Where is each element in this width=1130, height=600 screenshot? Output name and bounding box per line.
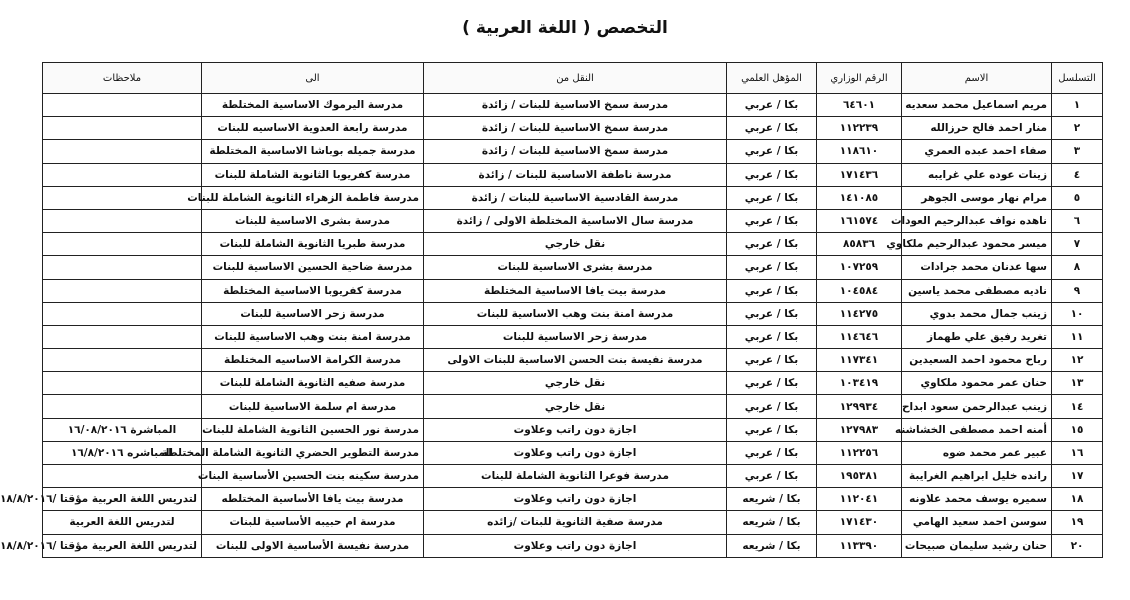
cell-name: منار احمد فالح حرزالله: [902, 117, 1052, 140]
cell-ministry-no: ١١٨٦١٠: [817, 140, 902, 163]
cell-ministry-no: ١٤١٠٨٥: [817, 186, 902, 209]
cell-qualification: بكا / عربي: [727, 418, 817, 441]
cell-ministry-no: ١١٤٢٧٥: [817, 302, 902, 325]
cell-notes: لتدريس اللغة العربية: [43, 511, 202, 534]
header-qualification: المؤهل العلمي: [727, 63, 817, 94]
cell-transfer-to: مدرسة زحر الاساسية للبنات: [202, 302, 424, 325]
cell-name: عبير عمر محمد ضوه: [902, 441, 1052, 464]
cell-notes: [43, 302, 202, 325]
cell-ministry-no: ١١٤٦٤٦: [817, 325, 902, 348]
cell-transfer-from: نقل خارجي: [424, 395, 727, 418]
cell-qualification: بكا / عربي: [727, 279, 817, 302]
cell-serial: ٣: [1052, 140, 1103, 163]
cell-qualification: بكا / عربي: [727, 117, 817, 140]
cell-transfer-from: مدرسة القادسية الاساسية للبنات / زائدة: [424, 186, 727, 209]
cell-transfer-from: مدرسة زحر الاساسية للبنات: [424, 325, 727, 348]
cell-ministry-no: ١٠٤٥٨٤: [817, 279, 902, 302]
table-row: [43, 256, 1103, 279]
cell-notes: لتدريس اللغة العربية مؤقتا /١٨/٨/٢٠١٦: [43, 488, 202, 511]
header-transfer-from: النقل من: [424, 63, 727, 94]
cell-notes: المباشرة ١٦/٠٨/٢٠١٦: [43, 418, 202, 441]
cell-ministry-no: ١١٧٣٤١: [817, 349, 902, 372]
cell-transfer-from: مدرسة سمخ الاساسية للبنات / زائدة: [424, 94, 727, 117]
cell-serial: ٤: [1052, 163, 1103, 186]
cell-transfer-from: مدرسة صفية الثانوية للبنات /زائده: [424, 511, 727, 534]
table-header-row: [43, 63, 1103, 94]
cell-name: حنان رشيد سليمان صبيحات: [902, 534, 1052, 557]
cell-transfer-from: مدرسة نفيسة بنت الحسن الاساسية للبنات الاولى: [424, 349, 727, 372]
cell-name: ناديه مصطفى محمد ياسين: [902, 279, 1052, 302]
header-ministry-no: الرقم الوزاري: [817, 63, 902, 94]
cell-transfer-from: اجازة دون راتب وعلاوت: [424, 488, 727, 511]
cell-transfer-to: مدرسة ضاحية الحسين الاساسية للبنات: [202, 256, 424, 279]
cell-serial: ١٧: [1052, 465, 1103, 488]
cell-qualification: بكا / عربي: [727, 233, 817, 256]
table-row: [43, 233, 1103, 256]
cell-qualification: بكا / عربي: [727, 465, 817, 488]
cell-name: ناهده نواف عبدالرحيم العودات: [902, 209, 1052, 232]
cell-qualification: بكا / عربي: [727, 163, 817, 186]
cell-transfer-from: مدرسة بيت يافا الاساسية المختلطة: [424, 279, 727, 302]
cell-transfer-to: مدرسة نور الحسين الثانوية الشاملة للبنات: [202, 418, 424, 441]
cell-transfer-to: مدرسة اليرموك الاساسية المختلطة: [202, 94, 424, 117]
cell-name: سميره يوسف محمد علاونه: [902, 488, 1052, 511]
cell-transfer-from: نقل خارجي: [424, 233, 727, 256]
cell-ministry-no: ١٧١٤٣٦: [817, 163, 902, 186]
header-name: الاسم: [902, 63, 1052, 94]
cell-serial: ١٤: [1052, 395, 1103, 418]
cell-transfer-to: مدرسة كفريوبا الثانوية الشاملة للبنات: [202, 163, 424, 186]
cell-transfer-to: مدرسة بشرى الاساسية للبنات: [202, 209, 424, 232]
cell-transfer-to: مدرسة نفيسة الأساسية الاولى للبنات: [202, 534, 424, 557]
table-row: [43, 395, 1103, 418]
cell-ministry-no: ١٠٧٢٥٩: [817, 256, 902, 279]
cell-qualification: بكا / عربي: [727, 349, 817, 372]
cell-name: حنان عمر محمود ملكاوي: [902, 372, 1052, 395]
cell-qualification: بكا / عربي: [727, 94, 817, 117]
cell-transfer-to: مدرسة الكرامة الاساسيه المختلطة: [202, 349, 424, 372]
cell-qualification: بكا / شريعه: [727, 511, 817, 534]
cell-transfer-to: مدرسة التطوير الحضري الثانوية الشاملة المختلطة: [202, 441, 424, 464]
cell-name: زينب عبدالرحمن سعود ابداح: [902, 395, 1052, 418]
cell-notes: [43, 279, 202, 302]
table-row: [43, 302, 1103, 325]
cell-notes: [43, 233, 202, 256]
cell-ministry-no: ١٩٥٣٨١: [817, 465, 902, 488]
table-row: [43, 534, 1103, 557]
cell-notes: لتدريس اللغة العربية مؤقتا /١٨/٨/٢٠١٦: [43, 534, 202, 557]
cell-ministry-no: ١١٢٠٤١: [817, 488, 902, 511]
cell-ministry-no: ١٧١٤٣٠: [817, 511, 902, 534]
cell-ministry-no: ١١٢٢٥٦: [817, 441, 902, 464]
cell-ministry-no: ١٢٧٩٨٣: [817, 418, 902, 441]
cell-serial: ١٣: [1052, 372, 1103, 395]
table-row: [43, 349, 1103, 372]
cell-name: أمنه احمد مصطفى الخشاشنه: [902, 418, 1052, 441]
cell-transfer-to: مدرسة ام حبيبه الأساسية للبنات: [202, 511, 424, 534]
cell-notes: [43, 465, 202, 488]
cell-notes: [43, 256, 202, 279]
cell-transfer-to: مدرسة ام سلمة الاساسية للبنات: [202, 395, 424, 418]
cell-ministry-no: ١١٣٣٩٠: [817, 534, 902, 557]
cell-transfer-from: مدرسة سمخ الاساسية للبنات / زائدة: [424, 117, 727, 140]
table-row: [43, 186, 1103, 209]
cell-notes: [43, 325, 202, 348]
table-row: [43, 511, 1103, 534]
cell-qualification: بكا / عربي: [727, 302, 817, 325]
cell-notes: [43, 186, 202, 209]
cell-serial: ٦: [1052, 209, 1103, 232]
cell-ministry-no: ٨٥٨٣٦: [817, 233, 902, 256]
cell-ministry-no: ١٢٩٩٣٤: [817, 395, 902, 418]
header-notes: ملاحظات: [43, 63, 202, 94]
cell-ministry-no: ١٠٣٤١٩: [817, 372, 902, 395]
cell-name: زينات عوده علي غرايبه: [902, 163, 1052, 186]
cell-transfer-to: مدرسة رابعة العدوية الاساسيه للبنات: [202, 117, 424, 140]
cell-qualification: بكا / عربي: [727, 372, 817, 395]
table-row: [43, 140, 1103, 163]
cell-qualification: بكا / عربي: [727, 441, 817, 464]
page-title: التخصص ( اللغة العربية ): [462, 18, 668, 38]
cell-notes: [43, 94, 202, 117]
cell-name: مرام نهار موسى الجوهر: [902, 186, 1052, 209]
cell-serial: ١٩: [1052, 511, 1103, 534]
cell-transfer-to: مدرسة بيت يافا الأساسية المختلطه: [202, 488, 424, 511]
cell-notes: [43, 163, 202, 186]
cell-qualification: بكا / عربي: [727, 256, 817, 279]
cell-name: ميسر محمود عبدالرحيم ملكاوي: [902, 233, 1052, 256]
cell-transfer-from: مدرسة سمخ الاساسية للبنات / زائدة: [424, 140, 727, 163]
cell-name: تغريد رفيق علي طهماز: [902, 325, 1052, 348]
cell-transfer-to: مدرسة فاطمة الزهراء الثانوية الشاملة للبنات: [202, 186, 424, 209]
table-row: [43, 279, 1103, 302]
table-row: [43, 418, 1103, 441]
cell-transfer-to: مدرسة امنة بنت وهب الاساسية للبنات: [202, 325, 424, 348]
table-row: [43, 209, 1103, 232]
cell-ministry-no: ١٦١٥٧٤: [817, 209, 902, 232]
cell-notes: [43, 349, 202, 372]
cell-serial: ١٠: [1052, 302, 1103, 325]
cell-transfer-from: مدرسة امنة بنت وهب الاساسية للبنات: [424, 302, 727, 325]
cell-serial: ١٥: [1052, 418, 1103, 441]
table-row: [43, 163, 1103, 186]
cell-name: سها عدنان محمد جرادات: [902, 256, 1052, 279]
table-row: [43, 441, 1103, 464]
cell-serial: ٢: [1052, 117, 1103, 140]
header-serial: التسلسل: [1052, 63, 1103, 94]
cell-qualification: بكا / شريعه: [727, 488, 817, 511]
transfers-table: [0, 62, 1103, 558]
cell-serial: ٨: [1052, 256, 1103, 279]
cell-name: رباح محمود احمد السعيدين: [902, 349, 1052, 372]
cell-transfer-to: مدرسة كفريوبا الاساسية المختلطة: [202, 279, 424, 302]
table-row: [43, 117, 1103, 140]
cell-name: مريم اسماعيل محمد سعديه: [902, 94, 1052, 117]
cell-qualification: بكا / عربي: [727, 140, 817, 163]
cell-name: زينب جمال محمد بدوي: [902, 302, 1052, 325]
cell-serial: ٢٠: [1052, 534, 1103, 557]
cell-serial: ٧: [1052, 233, 1103, 256]
cell-transfer-to: مدرسة صفيه الثانوية الشاملة للبنات: [202, 372, 424, 395]
cell-transfer-from: مدرسة ناطفة الاساسية للبنات / زائدة: [424, 163, 727, 186]
cell-transfer-to: مدرسة جميله بوباشا الاساسية المختلطة: [202, 140, 424, 163]
table-row: [43, 465, 1103, 488]
cell-qualification: بكا / عربي: [727, 325, 817, 348]
cell-transfer-to: مدرسة طبريا الثانوية الشاملة للبنات: [202, 233, 424, 256]
cell-transfer-from: اجازة دون راتب وعلاوت: [424, 441, 727, 464]
table-row: [43, 488, 1103, 511]
cell-name: رانده خليل ابراهيم الغرايبة: [902, 465, 1052, 488]
cell-qualification: بكا / عربي: [727, 186, 817, 209]
cell-serial: ١٨: [1052, 488, 1103, 511]
table-row: [43, 94, 1103, 117]
cell-notes: [43, 117, 202, 140]
cell-transfer-from: اجازة دون راتب وعلاوت: [424, 534, 727, 557]
cell-name: صفاء احمد عبده العمري: [902, 140, 1052, 163]
cell-qualification: بكا / شريعه: [727, 534, 817, 557]
cell-ministry-no: ١١٢٢٣٩: [817, 117, 902, 140]
cell-transfer-to: مدرسة سكينه بنت الحسين الأساسية البنات: [202, 465, 424, 488]
cell-notes: [43, 140, 202, 163]
cell-qualification: بكا / عربي: [727, 395, 817, 418]
table-body: [0, 94, 1103, 558]
table-row: [43, 325, 1103, 348]
cell-qualification: بكا / عربي: [727, 209, 817, 232]
cell-notes: [43, 372, 202, 395]
cell-transfer-from: نقل خارجي: [424, 372, 727, 395]
cell-transfer-from: مدرسة سال الاساسية المختلطة الاولى / زائدة: [424, 209, 727, 232]
table-row: [43, 372, 1103, 395]
cell-transfer-from: مدرسة بشرى الاساسية للبنات: [424, 256, 727, 279]
cell-serial: ١٢: [1052, 349, 1103, 372]
cell-notes: [43, 395, 202, 418]
cell-serial: ١: [1052, 94, 1103, 117]
cell-ministry-no: ٦٤٦٠١: [817, 94, 902, 117]
cell-serial: ٥: [1052, 186, 1103, 209]
cell-name: سوسن احمد سعيد الهامي: [902, 511, 1052, 534]
cell-serial: ١١: [1052, 325, 1103, 348]
cell-transfer-from: مدرسة فوعرا الثانوية الشاملة للبنات: [424, 465, 727, 488]
cell-transfer-from: اجازة دون راتب وعلاوت: [424, 418, 727, 441]
cell-notes: المباشره ١٦/٨/٢٠١٦: [43, 441, 202, 464]
cell-notes: [43, 209, 202, 232]
cell-serial: ١٦: [1052, 441, 1103, 464]
header-transfer-to: الى: [202, 63, 424, 94]
cell-serial: ٩: [1052, 279, 1103, 302]
